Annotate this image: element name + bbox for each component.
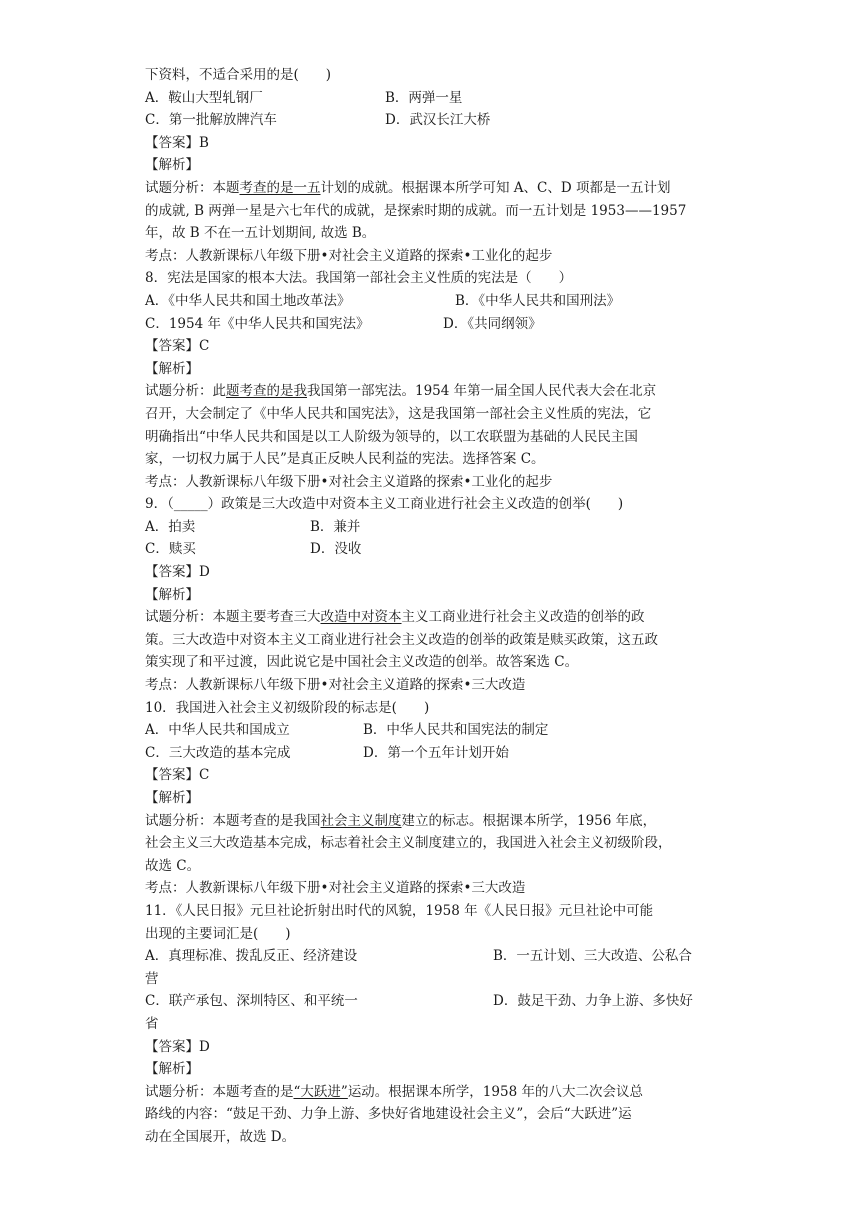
q8-options-row-2 bbox=[145, 313, 725, 336]
q9-stem bbox=[145, 493, 725, 516]
q9-options-row-1 bbox=[145, 516, 725, 539]
underlined-text: 改造中对资本 bbox=[320, 609, 402, 626]
underlined-text: “大跃进” bbox=[293, 1083, 348, 1100]
underlined-text: 题考查的是我 bbox=[226, 383, 307, 400]
q11-analysis-line-1 bbox=[145, 1081, 725, 1104]
q11-analysis-line-2: 路线的内容：“鼓足干劲、力争上游、多快好省地建设社会主义”，会后“大跃进”运 bbox=[145, 1106, 632, 1123]
q11-stem-line-1: 11．《人民日报》元旦社论折射出时代的风貌，1958 年《人民日报》元旦社论中可能 bbox=[145, 902, 654, 919]
fill-blank: _____ bbox=[173, 496, 208, 513]
text-segment: 试题分析：本题考查的是 bbox=[145, 1083, 294, 1100]
q7-options-row-2 bbox=[145, 109, 725, 132]
q7-analysis-line-3: 年，故 B 不在一五计划期间, 故选 B。 bbox=[145, 225, 376, 242]
q11-option-b: B．一五计划、三大改造、公私合 bbox=[493, 948, 692, 965]
q8-option-a: A．《中华人民共和国土地改革法》 bbox=[145, 292, 351, 309]
text-segment: 试题分析：本题主要考查三大 bbox=[145, 609, 321, 626]
q9-analysis-line-2: 策。三大改造中对资本主义工商业进行社会主义改造的创举的政策是赎买政策，这五政 bbox=[145, 631, 658, 648]
q9-option-b: B．兼并 bbox=[310, 518, 361, 535]
q10-analysis-label: 【解析】 bbox=[145, 790, 199, 806]
q8-analysis-line-2: 召开，大会制定了《中华人民共和国宪法》，这是我国第一部社会主义性质的宪法，它 bbox=[145, 405, 652, 422]
q8-exam-point: 考点：人教新课标八年级下册•对社会主义道路的探索•工业化的起步 bbox=[145, 473, 553, 490]
q10-exam-point: 考点：人教新课标八年级下册•对社会主义道路的探索•三大改造 bbox=[145, 880, 526, 897]
q10-stem: 10．我国进入社会主义初级阶段的标志是( ) bbox=[145, 699, 430, 716]
q8-option-b: B．《中华人民共和国刑法》 bbox=[455, 292, 621, 309]
text-segment: 试题分析：本题 bbox=[145, 179, 240, 196]
text-segment: 试题分析：本题考查的是我国 bbox=[145, 812, 321, 829]
q11-stem-line-2: 出现的主要词汇是( ) bbox=[145, 925, 291, 942]
q9-answer: 【答案】D bbox=[145, 564, 210, 581]
q10-analysis-line-3: 故选 C。 bbox=[145, 857, 201, 874]
q11-options-row-2 bbox=[145, 990, 725, 1013]
q9-option-a: A．拍卖 bbox=[145, 518, 196, 535]
text-segment: 建立的标志。根据课本所学，1956 年底， bbox=[401, 812, 657, 829]
q10-answer: 【答案】C bbox=[145, 767, 210, 784]
q10-option-c: C．三大改造的基本完成 bbox=[145, 744, 291, 761]
q11-option-c: C．联产承包、深圳特区、和平统一 bbox=[145, 993, 358, 1010]
q7-option-d: D．武汉长江大桥 bbox=[385, 112, 491, 129]
q10-analysis-line-2: 社会主义三大改造基本完成，标志着社会主义制度建立的，我国进入社会主义初级阶段， bbox=[145, 835, 672, 852]
q8-answer: 【答案】C bbox=[145, 338, 210, 355]
q7-analysis-line-2: 的成就, B 两弹一星是六七年代的成就，是探索时期的成就。而一五计划是 1953——1957 bbox=[145, 202, 687, 219]
q11-analysis-label: 【解析】 bbox=[145, 1061, 199, 1078]
q9-option-d: D．没收 bbox=[310, 541, 362, 558]
q7-exam-point: 考点：人教新课标八年级下册•对社会主义道路的探索•工业化的起步 bbox=[145, 247, 553, 264]
text-segment: 计划的成就。根据课本所学可知 A、C、D 项都是一五计划 bbox=[320, 179, 671, 196]
q8-option-d: D．《共同纲领》 bbox=[443, 315, 542, 332]
document-page bbox=[145, 64, 725, 1149]
q8-options-row-1 bbox=[145, 290, 725, 313]
underlined-text: 考查的是一五 bbox=[239, 179, 321, 196]
q7-option-b: B．两弹一星 bbox=[385, 89, 463, 106]
q9-exam-point: 考点：人教新课标八年级下册•对社会主义道路的探索•三大改造 bbox=[145, 677, 526, 694]
q10-options-row-1 bbox=[145, 719, 725, 742]
q11-option-b-wrap: 营 bbox=[145, 970, 159, 987]
q7-answer: 【答案】B bbox=[145, 134, 209, 151]
q11-analysis-line-3: 动在全国展开，故选 D。 bbox=[145, 1128, 296, 1145]
q7-option-c: C．第一批解放牌汽车 bbox=[145, 112, 277, 129]
text-segment: 试题分析：此 bbox=[145, 383, 226, 400]
q8-analysis-label: 【解析】 bbox=[145, 360, 199, 377]
q7-analysis-label: 【解析】 bbox=[145, 157, 199, 174]
q8-option-c: C．1954 年《中华人民共和国宪法》 bbox=[145, 315, 370, 332]
text-segment: 主义工商业进行社会主义改造的创举的政 bbox=[401, 609, 645, 626]
q7-analysis-line-1 bbox=[145, 177, 725, 200]
q9-options-row-2 bbox=[145, 538, 725, 561]
q8-stem: 8．宪法是国家的根本大法。我国第一部社会主义性质的宪法是（ ） bbox=[145, 270, 573, 287]
q10-option-b: B．中华人民共和国宪法的制定 bbox=[363, 722, 549, 739]
q7-option-a: A．鞍山大型轧钢厂 bbox=[145, 89, 263, 106]
q10-option-d: D．第一个五年计划开始 bbox=[363, 744, 509, 761]
text-segment: ）政策是三大改造中对资本主义工商业进行社会主义改造的创举( ) bbox=[207, 496, 624, 513]
q9-analysis-line-1 bbox=[145, 606, 725, 629]
q10-option-a: A．中华人民共和国成立 bbox=[145, 722, 290, 739]
text-segment: 我国第一部宪法。1954 年第一届全国人民代表大会在北京 bbox=[307, 383, 657, 400]
underlined-text: 社会主义制度 bbox=[320, 812, 402, 829]
q11-option-d-wrap: 省 bbox=[145, 1015, 159, 1032]
text-segment: 运动。根据课本所学，1958 年的八大二次会议总 bbox=[347, 1083, 643, 1100]
q7-options-row-1 bbox=[145, 87, 725, 110]
q10-analysis-line-1 bbox=[145, 810, 725, 833]
q11-option-a: A．真理标准、拨乱反正、经济建设 bbox=[145, 948, 358, 965]
q9-option-c: C．赎买 bbox=[145, 541, 196, 558]
q9-analysis-line-3: 策实现了和平过渡，因此说它是中国社会主义改造的创举。故答案选 C。 bbox=[145, 654, 579, 671]
q10-options-row-2 bbox=[145, 742, 725, 765]
q11-options-row-1 bbox=[145, 945, 725, 968]
q7-stem-tail: 下资料，不适合采用的是( ) bbox=[145, 67, 332, 83]
q11-answer: 【答案】D bbox=[145, 1038, 210, 1055]
q8-analysis-line-4: 家，一切权力属于人民”是真正反映人民利益的宪法。选择答案 C。 bbox=[145, 451, 545, 468]
q8-analysis-line-1 bbox=[145, 380, 725, 403]
q11-option-d: D．鼓足干劲、力争上游、多快好 bbox=[493, 993, 693, 1010]
text-segment: 9．（ bbox=[145, 496, 174, 513]
q8-analysis-line-3: 明确指出“中华人民共和国是以工人阶级为领导的，以工农联盟为基础的人民民主国 bbox=[145, 428, 638, 445]
q9-analysis-label: 【解析】 bbox=[145, 586, 199, 603]
